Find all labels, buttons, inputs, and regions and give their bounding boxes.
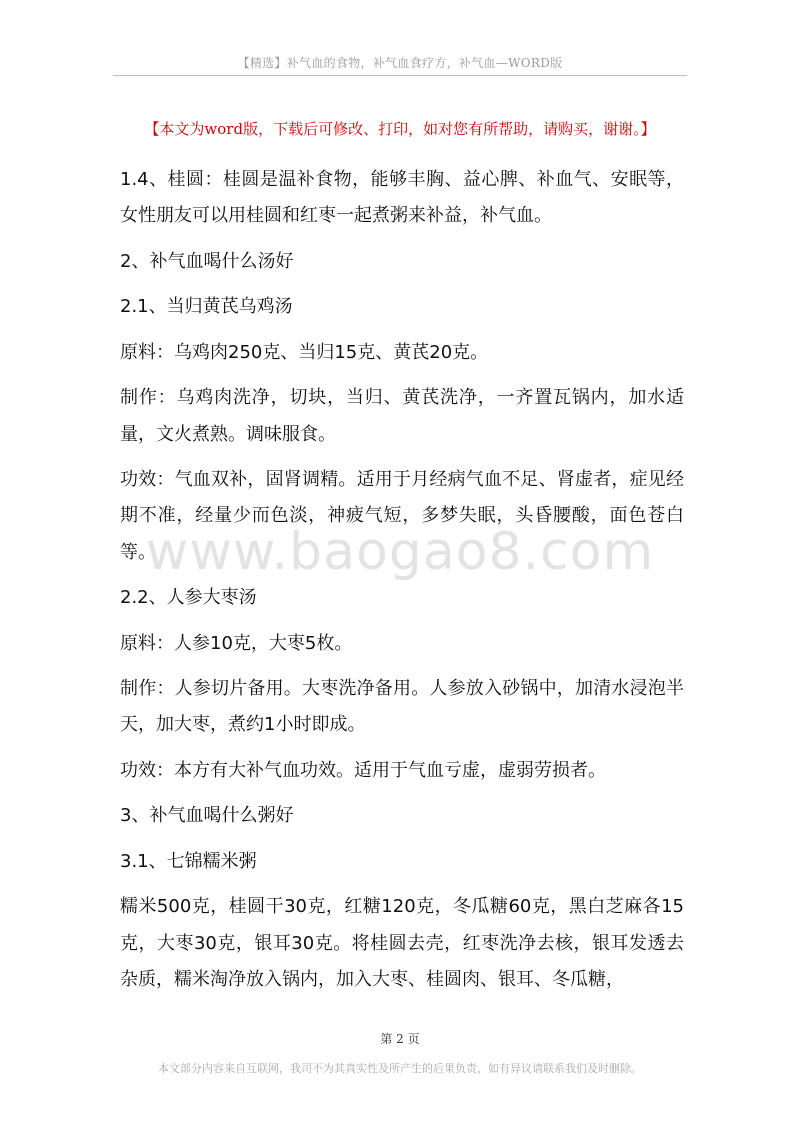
document-body [120,162,684,1007]
header-divider [113,75,687,76]
section-heading: 2、补气血喝什么汤好 [120,250,294,272]
paragraph: 制作：人参切片备用。大枣洗净备用。人参放入砂锅中，加清水浸泡半天，加大枣，煮约1小时即成。 [120,678,684,736]
paragraph: 功效：气血双补，固肾调精。适用于月经病气血不足、肾虚者，症见经期不准，经量少而色淡，神疲气短，多梦失眠，头昏腰酸，面色苍白等。 [120,469,684,563]
paragraph: 原料：乌鸡肉250克、当归15克、黄芪20克。 [120,341,489,363]
paragraph: 1.4、桂圆：桂圆是温补食物，能够丰胸、益心脾、补血气、安眠等，女性朋友可以用桂圆和红枣一起煮粥来补益，补气血。 [120,169,684,227]
section-heading: 3、补气血喝什么粥好 [120,805,294,827]
page-header: 【精选】补气血的食物，补气血食疗方，补气血—WORD版 [237,56,563,70]
watermark: www.baogao8.com [145,522,655,582]
paragraph: 糯米500克，桂圆干30克，红糖120克，冬瓜糖60克，黑白芝麻各15克，大枣30克，银耳30克。将桂圆去壳，红枣洗净去核，银耳发透去杂质，糯米淘净放入锅内，加入大枣、桂圆肉、银耳、冬瓜糖， [120,896,684,990]
subsection-heading: 2.1、当归黄芪乌鸡汤 [120,296,293,318]
subsection-heading: 2.2、人参大枣汤 [120,587,257,609]
paragraph: 原料：人参10克，大枣5枚。 [120,632,353,654]
paragraph: 制作：乌鸡肉洗净，切块，当归、黄芪洗净，一齐置瓦锅内，加水适量，文火煮熟。调味服食。 [120,387,684,445]
purchase-notice: 【本文为word版，下载后可修改、打印，如对您有所帮助，请购买，谢谢。】 [144,120,656,138]
page-number: 第 2 页 [380,1032,420,1046]
paragraph: 功效：本方有大补气血功效。适用于气血亏虚，虚弱劳损者。 [120,759,606,781]
subsection-heading: 3.1、七锦糯米粥 [120,850,257,872]
page-footer: 本文部分内容来自互联网，我司不为其真实性及所产生的后果负责，如有异议请联系我们及时删除。 [158,1062,642,1075]
